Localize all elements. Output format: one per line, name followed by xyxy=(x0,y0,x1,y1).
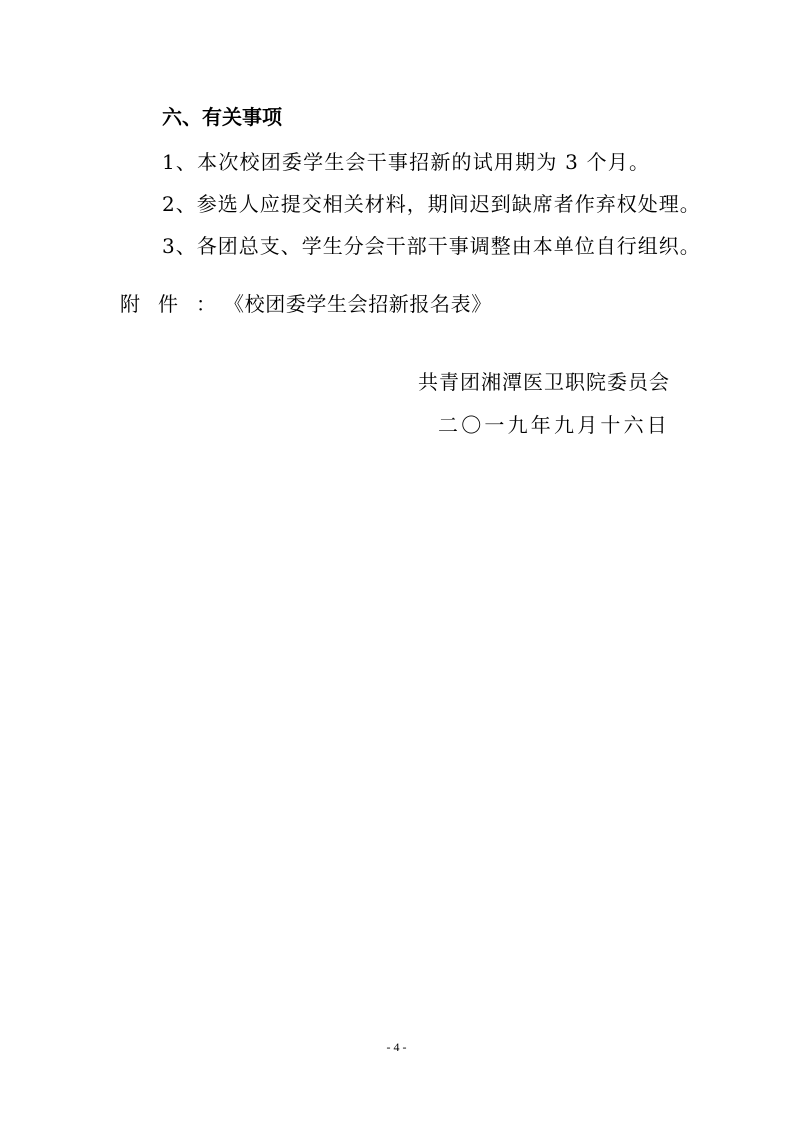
page-number: - 4 - xyxy=(386,1040,407,1054)
attachment-title: 《校团委学生会招新报名表》 xyxy=(234,292,492,316)
list-item-1: 1、本次校团委学生会干事招新的试用期为 3 个月。 xyxy=(162,150,651,174)
attachment-line xyxy=(120,292,492,316)
signature-date: 二〇一九年九月十六日 xyxy=(438,413,670,437)
section-heading: 六、有关事项 xyxy=(162,105,282,129)
list-item-3: 3、各团总支、学生分会干部干事调整由本单位自行组织。 xyxy=(162,234,701,258)
list-item-2: 2、参选人应提交相关材料，期间迟到缺席者作弃权处理。 xyxy=(162,192,701,216)
signature-organization: 共青团湘潭医卫职院委员会 xyxy=(418,370,670,394)
attachment-label: 附件： xyxy=(120,292,234,316)
